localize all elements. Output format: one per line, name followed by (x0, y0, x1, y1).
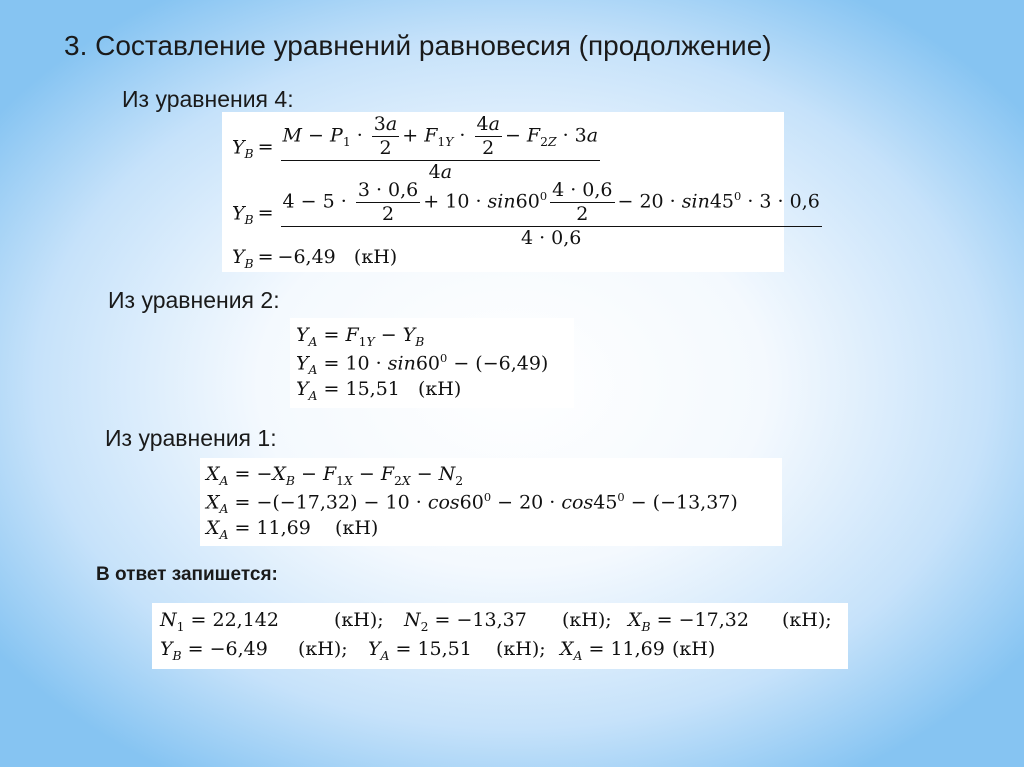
answer-n2-unit: (кН); (562, 609, 612, 631)
answer-n1-unit: (кН); (334, 609, 384, 631)
heading-eq2: Из уравнения 2: (108, 287, 280, 313)
answer-n2: $N_2 = -13,37$ (404, 609, 527, 634)
answer-n1: $N_1 = 22,142$ (160, 609, 279, 634)
formula-xa-general: $X_A = -X_B - F_{1X} - F_{2X} - N_2$ (206, 463, 464, 488)
heading-eq1: Из уравнения 1: (105, 425, 277, 451)
formula-yb-result: $Y_B = -6,49$ (кН) (232, 246, 398, 271)
formula-box-eq4 (222, 112, 820, 272)
formula-xa-result: $X_A = 11,69$ (кН) (206, 517, 379, 542)
formula-ya-substituted: $Y_A = 10 \cdot \sin 60^0 - (-6,49)$ (296, 351, 549, 378)
answer-ya: $Y_A = 15,51$ (368, 638, 472, 663)
heading-answer: В ответ запишется: (96, 564, 278, 585)
formula-yb-substituted: $Y_B$ = 4 − 5 · $\frac{3 \cdot 0,6}{2}$ + $10 \cdot \sin 60^0$ $\frac{4 \cdot 0,6}{2}$ − $20 \cdot \sin 45^0 \cdot 3 \cdot 0,6$ 4 · 0,6 (232, 179, 820, 249)
slide-title: 3. Составление уравнений равновесия (продолжение) (64, 30, 772, 61)
yb-unit: (кН) (353, 246, 398, 268)
formula-ya-result: $Y_A = 15,51$ (кН) (296, 378, 462, 403)
yb-value: −6,49 (277, 246, 336, 268)
answer-yb-unit: (кН); (298, 638, 348, 660)
ya-value: = 15,51 (323, 378, 400, 400)
answer-xa-unit: (кН) (672, 638, 716, 660)
answer-xb-unit: (кН); (782, 609, 832, 631)
xa-value: = 11,69 (234, 517, 311, 539)
ya-unit: (кН) (418, 378, 462, 400)
formula-ya-general: $Y_A = F_{1Y} - Y_B$ (296, 324, 425, 349)
formula-box-eq1 (200, 458, 782, 546)
heading-eq4: Из уравнения 4: (122, 86, 294, 112)
formula-xa-substituted: $X_A = -(-17,32) - 10 \cdot \cos 60^0 - 20 \cdot \cos 45^0 - (-13,37)$ (206, 490, 738, 517)
formula-box-eq2 (290, 318, 574, 408)
answer-box (152, 603, 848, 669)
answer-xa: $X_A = 11,69$ (560, 638, 665, 663)
answer-yb: $Y_B = -6,49$ (160, 638, 268, 663)
answer-xb: $X_B = -17,32$ (628, 609, 749, 634)
answer-ya-unit: (кН); (496, 638, 546, 660)
xa-unit: (кН) (335, 517, 379, 539)
formula-yb-general: $Y_B$ = $M - P_1$ · $\frac{3a}{2}$ + $F_{1Y}$ · $\frac{4a}{2}$ − $F_{2Z} \cdot 3a$ 4a (232, 113, 599, 183)
